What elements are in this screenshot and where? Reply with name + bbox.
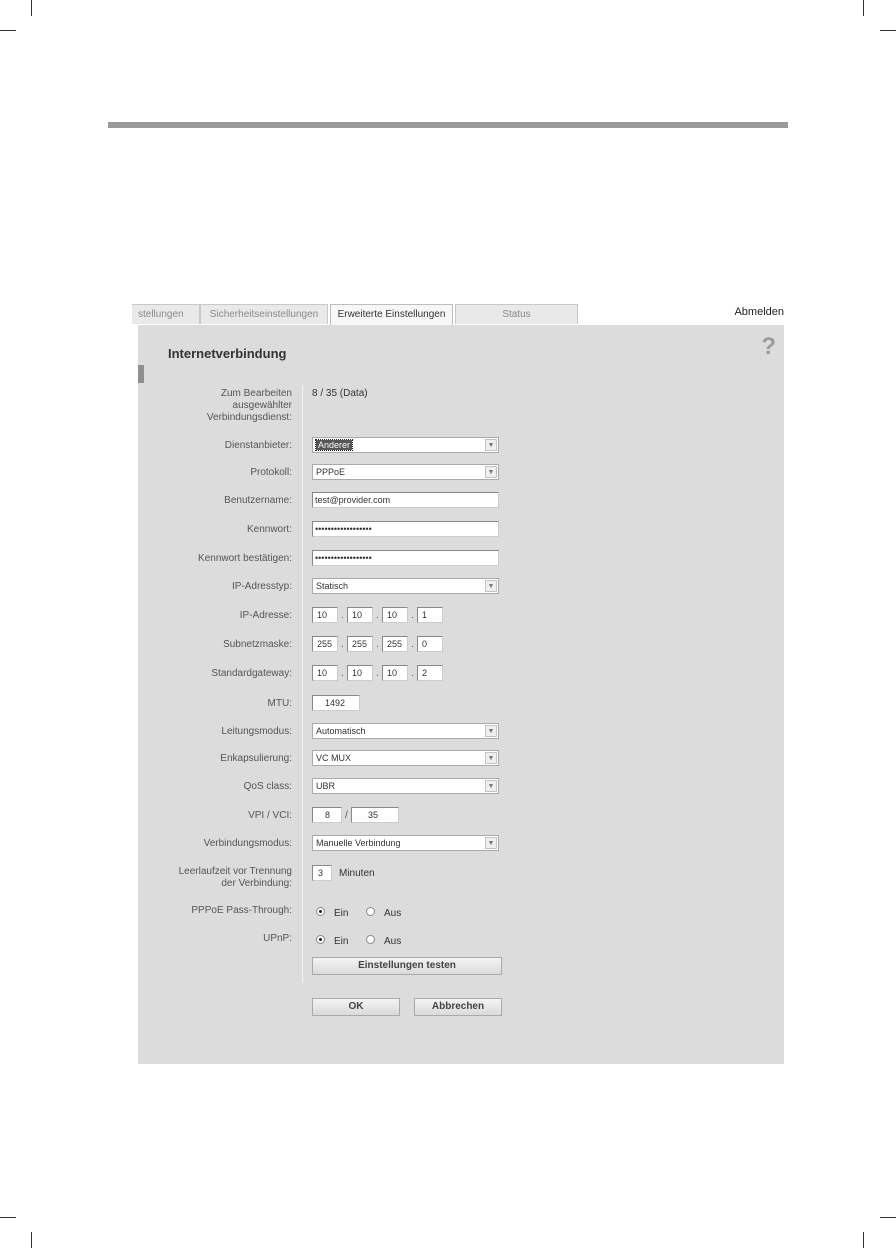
- upnp-on-radio[interactable]: [316, 935, 325, 944]
- provider-label: Dienstanbieter:: [224, 440, 292, 451]
- crop-mark: [31, 1232, 32, 1248]
- cancel-button[interactable]: Abbrechen: [414, 998, 502, 1016]
- pppoe-off-radio[interactable]: [366, 907, 375, 916]
- octet-separator: .: [376, 639, 379, 650]
- chevron-down-icon[interactable]: ▼: [485, 837, 497, 849]
- idle-timeout-unit: Minuten: [339, 868, 375, 879]
- idle-timeout-label: Leerlaufzeit vor Trennung der Verbindung:: [178, 866, 292, 889]
- line-mode-label: Leitungsmodus:: [221, 726, 292, 737]
- row-mtu: [138, 695, 784, 719]
- ip-octet-input[interactable]: 10: [312, 607, 338, 623]
- username-label: Benutzername:: [224, 495, 292, 506]
- crop-mark: [31, 0, 32, 16]
- ok-button[interactable]: OK: [312, 998, 400, 1016]
- subnet-octet-input[interactable]: 255: [312, 636, 338, 652]
- connection-mode-label: Verbindungsmodus:: [203, 838, 292, 849]
- gateway-octet-input[interactable]: 2: [417, 665, 443, 681]
- pppoe-on-label: Ein: [334, 908, 349, 919]
- vpi-input[interactable]: 8: [312, 807, 342, 823]
- chevron-down-icon[interactable]: ▼: [485, 466, 497, 478]
- line-mode-select[interactable]: Automatisch ▼: [312, 723, 499, 739]
- row-line-mode: [138, 723, 784, 747]
- ip-type-select[interactable]: Statisch ▼: [312, 578, 499, 594]
- protocol-select[interactable]: PPPoE ▼: [312, 464, 499, 480]
- connection-service-value: 8 / 35 (Data): [312, 388, 368, 399]
- ip-address-label: IP-Adresse:: [239, 610, 292, 621]
- idle-timeout-input[interactable]: 3: [312, 865, 332, 881]
- page-title: Internetverbindung: [168, 346, 287, 361]
- gateway-octet-input[interactable]: 10: [347, 665, 373, 681]
- crop-mark: [0, 1217, 16, 1218]
- protocol-label: Protokoll:: [250, 467, 292, 478]
- mtu-label: MTU:: [267, 698, 292, 709]
- upnp-label: UPnP:: [263, 933, 292, 944]
- ip-type-label: IP-Adresstyp:: [231, 581, 292, 592]
- row-connection-service: [138, 385, 784, 425]
- tab-settings-partial[interactable]: stellungen: [132, 304, 200, 324]
- row-password-confirm: [138, 550, 784, 574]
- row-ip-type: [138, 578, 784, 602]
- octet-separator: .: [411, 610, 414, 621]
- password-input[interactable]: ••••••••••••••••••: [312, 521, 499, 537]
- row-protocol: [138, 464, 784, 488]
- row-vpi-vci: [138, 807, 784, 831]
- ip-octet-input[interactable]: 1: [417, 607, 443, 623]
- row-provider: [138, 437, 784, 461]
- upnp-off-radio[interactable]: [366, 935, 375, 944]
- password-confirm-label: Kennwort bestätigen:: [198, 553, 292, 564]
- username-input[interactable]: test@provider.com: [312, 492, 499, 508]
- test-settings-button[interactable]: Einstellungen testen: [312, 957, 502, 975]
- chevron-down-icon[interactable]: ▼: [485, 752, 497, 764]
- ip-octet-input[interactable]: 10: [382, 607, 408, 623]
- connection-service-label: Zum Bearbeiten ausgewählter Verbindungsdienst:: [206, 388, 292, 423]
- chevron-down-icon[interactable]: ▼: [485, 439, 497, 451]
- row-encapsulation: [138, 750, 784, 774]
- upnp-off-label: Aus: [384, 936, 402, 947]
- vci-input[interactable]: 35: [351, 807, 399, 823]
- provider-select[interactable]: Anderer ▼: [312, 437, 499, 453]
- encapsulation-select[interactable]: VC MUX ▼: [312, 750, 499, 766]
- chevron-down-icon[interactable]: ▼: [485, 725, 497, 737]
- qos-label: QoS class:: [243, 781, 292, 792]
- octet-separator: .: [341, 639, 344, 650]
- row-idle-timeout: [138, 863, 784, 893]
- octet-separator: .: [376, 610, 379, 621]
- tab-bar: [138, 304, 784, 325]
- ip-octet-input[interactable]: 10: [347, 607, 373, 623]
- row-pppoe-passthrough: [138, 902, 784, 926]
- octet-separator: .: [411, 668, 414, 679]
- gateway-label: Standardgateway:: [211, 668, 292, 679]
- password-label: Kennwort:: [246, 524, 292, 535]
- header-rule: [108, 122, 788, 128]
- subnet-mask-label: Subnetzmaske:: [223, 639, 292, 650]
- mtu-input[interactable]: 1492: [312, 695, 360, 711]
- row-upnp: [138, 930, 784, 954]
- subnet-octet-input[interactable]: 255: [382, 636, 408, 652]
- octet-separator: .: [411, 639, 414, 650]
- row-username: [138, 492, 784, 516]
- vpi-vci-label: VPI / VCI:: [248, 810, 292, 821]
- settings-panel: [138, 325, 784, 1064]
- row-password: [138, 521, 784, 545]
- crop-mark: [880, 1217, 896, 1218]
- connection-mode-select[interactable]: Manuelle Verbindung ▼: [312, 835, 499, 851]
- logout-link[interactable]: Abmelden: [734, 306, 784, 318]
- pppoe-passthrough-label: PPPoE Pass-Through:: [191, 905, 292, 916]
- gateway-octet-input[interactable]: 10: [382, 665, 408, 681]
- subnet-octet-input[interactable]: 0: [417, 636, 443, 652]
- pppoe-on-radio[interactable]: [316, 907, 325, 916]
- vpi-vci-separator: /: [345, 810, 348, 821]
- octet-separator: .: [341, 668, 344, 679]
- row-gateway: [138, 665, 784, 689]
- subnet-octet-input[interactable]: 255: [347, 636, 373, 652]
- crop-mark: [0, 30, 16, 31]
- tab-status[interactable]: Status: [455, 304, 578, 324]
- row-ip-address: [138, 607, 784, 631]
- upnp-on-label: Ein: [334, 936, 349, 947]
- encapsulation-label: Enkapsulierung:: [220, 753, 292, 764]
- crop-mark: [880, 30, 896, 31]
- row-connection-mode: [138, 835, 784, 859]
- section-marker: [138, 365, 144, 383]
- crop-mark: [863, 1232, 864, 1248]
- crop-mark: [863, 0, 864, 16]
- octet-separator: .: [341, 610, 344, 621]
- qos-select[interactable]: UBR ▼: [312, 778, 499, 794]
- chevron-down-icon[interactable]: ▼: [485, 580, 497, 592]
- pppoe-off-label: Aus: [384, 908, 402, 919]
- tab-security-settings[interactable]: Sicherheitseinstellungen: [200, 304, 328, 324]
- tab-advanced-settings[interactable]: Erweiterte Einstellungen: [330, 304, 453, 325]
- help-icon[interactable]: ?: [761, 333, 776, 360]
- row-subnet-mask: [138, 636, 784, 660]
- password-confirm-input[interactable]: ••••••••••••••••••: [312, 550, 499, 566]
- octet-separator: .: [376, 668, 379, 679]
- gateway-octet-input[interactable]: 10: [312, 665, 338, 681]
- row-qos: [138, 778, 784, 802]
- chevron-down-icon[interactable]: ▼: [485, 780, 497, 792]
